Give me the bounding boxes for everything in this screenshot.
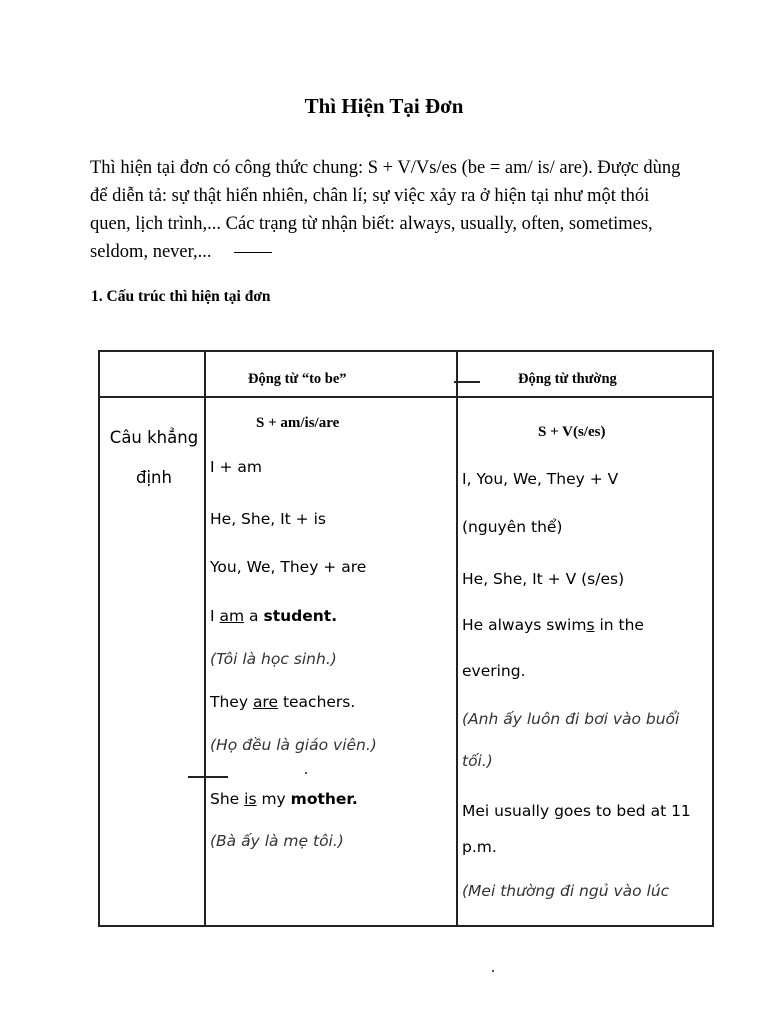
ordinary-example-2-translation: (Mei thường đi ngủ vào lúc bbox=[462, 882, 670, 900]
to-be-rule-i: I + am bbox=[210, 458, 263, 476]
ordinary-rule-he-she-it: He, She, It + V (s/es) bbox=[462, 570, 625, 588]
ex-text: a bbox=[244, 607, 264, 625]
row-label-line2: định bbox=[136, 468, 172, 487]
to-be-example-1-translation: (Tôi là học sinh.) bbox=[210, 650, 337, 668]
stray-mark bbox=[188, 776, 228, 778]
ordinary-rule-infinitive-note: (nguyên thể) bbox=[462, 518, 563, 536]
to-be-example-2-translation: (Họ đều là giáo viên.) bbox=[210, 736, 377, 754]
ex-verb: am bbox=[219, 607, 245, 625]
ordinary-rule-i-you-we-they: I, You, We, They + V bbox=[462, 470, 619, 488]
ex-text: He always swim bbox=[462, 616, 587, 634]
ex-text: She bbox=[210, 790, 245, 808]
row-label-line1: Câu khẳng bbox=[109, 428, 199, 447]
ex-object: student. bbox=[263, 607, 338, 625]
structure-table bbox=[98, 350, 714, 927]
ex-verb: are bbox=[252, 693, 279, 711]
section-heading: 1. Cấu trúc thì hiện tại đơn bbox=[91, 288, 271, 305]
ordinary-example-2-line1: Mei usually goes to bed at 11 bbox=[462, 802, 691, 820]
ex-text: I bbox=[210, 607, 220, 625]
table-divider bbox=[456, 352, 458, 925]
to-be-example-3-translation: (Bà ấy là mẹ tôi.) bbox=[210, 832, 344, 850]
ex-verb: is bbox=[244, 790, 257, 808]
ordinary-example-2-line2: p.m. bbox=[462, 838, 497, 856]
row-label-affirmative bbox=[106, 418, 202, 498]
to-be-example-3 bbox=[210, 790, 358, 808]
ordinary-example-1-line1 bbox=[462, 616, 644, 634]
ex-text: my bbox=[256, 790, 291, 808]
ordinary-example-1-translation-line1: (Anh ấy luôn đi bơi vào buổi bbox=[462, 710, 680, 728]
to-be-rule-he-she-it: He, She, It + is bbox=[210, 510, 326, 528]
blank-line bbox=[234, 252, 272, 253]
to-be-example-2 bbox=[210, 693, 355, 711]
intro-paragraph bbox=[90, 154, 690, 266]
to-be-formula: S + am/is/are bbox=[256, 415, 340, 431]
ex-verb-suffix: s bbox=[586, 616, 595, 634]
table-divider bbox=[204, 352, 206, 925]
header-ordinary-verb: Động từ thường bbox=[518, 371, 617, 387]
document-title: Thì Hiện Tại Đơn bbox=[304, 94, 464, 118]
intro-text: Thì hiện tại đơn có công thức chung: S + V/Vs/es (be = am/ is/ are). Được dùng để diễn tả: sự thật hiển nhiên, chân lí; sự việc xảy ra ở hiện tại như một thói quen, lịch trình,... Các trạng từ nhận biết: always, usually, often, sometimes, seldom, never,... bbox=[90, 158, 681, 262]
ex-text: in the bbox=[594, 616, 644, 634]
stray-dot bbox=[492, 970, 494, 972]
to-be-rule-you-we-they: You, We, They + are bbox=[210, 558, 367, 576]
ordinary-example-1-line2: evering. bbox=[462, 662, 526, 680]
ordinary-example-1-translation-line2: tối.) bbox=[462, 752, 493, 770]
header-to-be: Động từ “to be” bbox=[248, 371, 347, 387]
stray-dot bbox=[305, 772, 307, 774]
stray-mark bbox=[454, 381, 480, 383]
ordinary-formula: S + V(s/es) bbox=[538, 424, 606, 440]
to-be-example-1 bbox=[210, 607, 337, 625]
ex-object: mother. bbox=[290, 790, 358, 808]
ex-text: They bbox=[210, 693, 253, 711]
table-header-divider bbox=[100, 396, 712, 398]
ex-text: teachers. bbox=[278, 693, 356, 711]
